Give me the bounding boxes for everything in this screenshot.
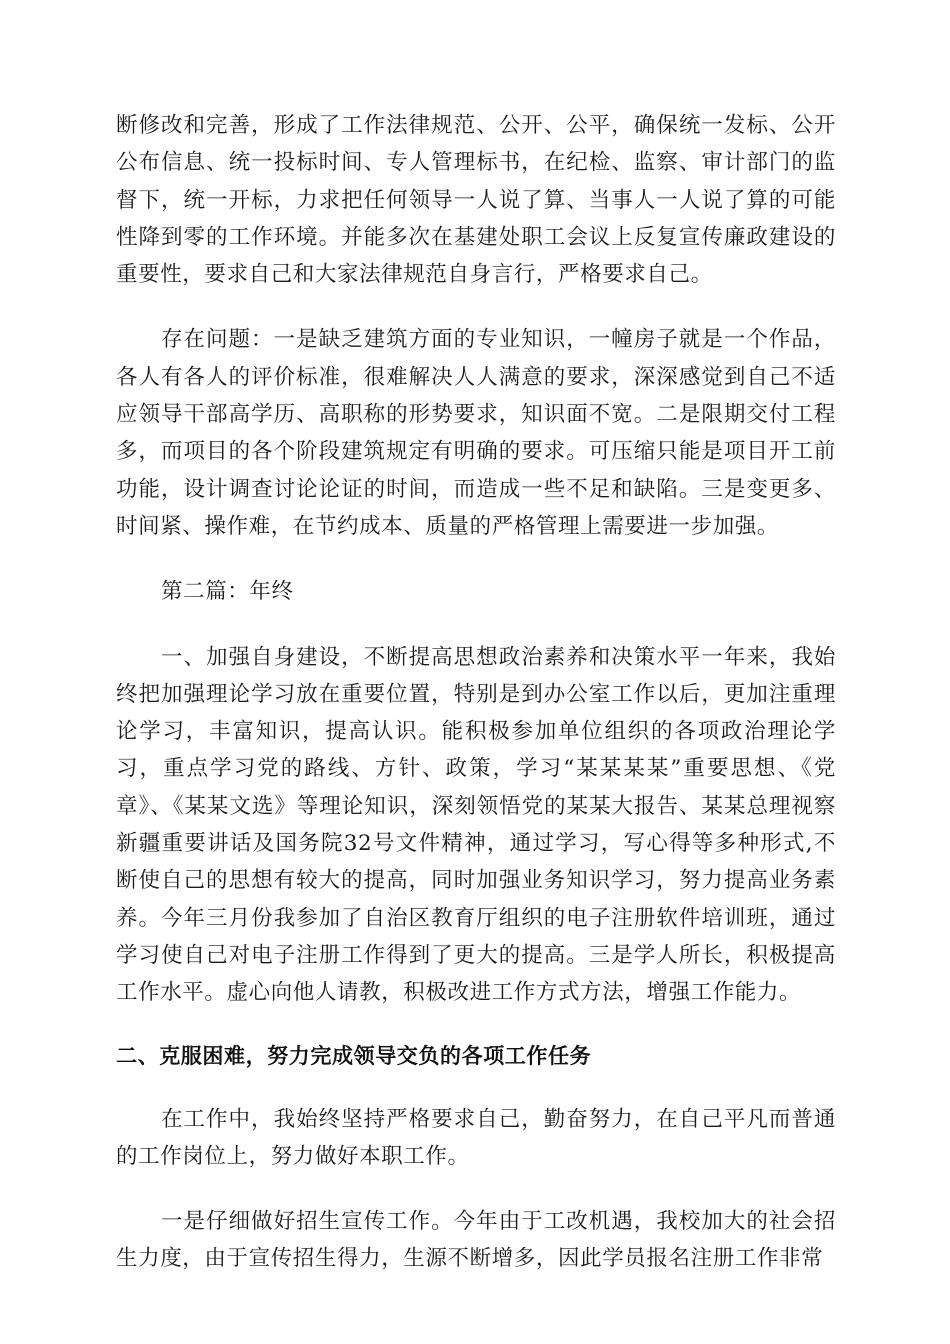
paragraph-spacer: [116, 293, 836, 321]
section-title: 第二篇：年终: [161, 579, 294, 605]
paragraph-spacer: [116, 611, 836, 639]
section-heading-2: 二、克服困难，努力完成领导交负的各项工作任务: [116, 1043, 592, 1068]
paragraph-problems: 存在问题：一是缺乏建筑方面的专业知识，一幢房子就是一个作品，各人有各人的评价标准，很难解决人人满意的要求，深深感觉到自己不适应领导干部高学历、高职称的形势要求，知识面不宽。二是限期交付工程多，而项目的各个阶段建筑规定有明确的要求。可压缩只能是项目开工前功能，设计调查讨论论证的时间，而造成一些不足和缺陷。三是变更多、时间紧、操作难，在节约成本、质量的严格管理上需要进一步加强。: [116, 327, 836, 539]
paragraph-spacer: [116, 1012, 836, 1038]
paragraph-1: 断修改和完善，形成了工作法律规范、公开、公平，确保统一发标、公开公布信息、统一投标时间、专人管理标书，在纪检、监察、审计部门的监督下，统一开标，力求把任何领导一人说了算、当事人一人说了算的可能性降到零的工作环境。并能多次在基建处职工会议上反复宣传廉政建设的重要性，要求自己和大家法律规范自身言行，严格要求自己。: [116, 113, 836, 288]
paragraph-spacer: [116, 1175, 836, 1203]
paragraph-work-attitude: 在工作中，我始终坚持严格要求自己，勤奋努力，在自己平凡而普通的工作岗位上，努力做好本职工作。: [116, 1106, 836, 1169]
paragraph-spacer: [116, 1075, 836, 1101]
document-body: [116, 107, 836, 1278]
paragraph-self-building: 一、加强自身建设，不断提高思想政治素养和决策水平一年来，我始终把加强理论学习放在重要位置，特别是到办公室工作以后，更加注重理论学习，丰富知识，提高认识。能积极参加单位组织的各项政治理论学习，重点学习党的路线、方针、政策，学习“某某某某”重要思想、《党章》、《某某文选》等理论知识，深刻领悟党的某某大报告、某某总理视察新疆重要讲话及国务院32号文件精神，通过学习，写心得等多种形式,不断使自己的思想有较大的提高，同时加强业务知识学习，努力提高业务素养。今年三月份我参加了自治区教育厅组织的电子注册软件培训班，通过学习使自己对电子注册工作得到了更大的提高。三是学人所长，积极提高工作水平。虚心向他人请教，积极改进工作方式方法，增强工作能力。: [116, 644, 836, 1006]
paragraph-spacer: [116, 545, 836, 573]
paragraph-enrollment: 一是仔细做好招生宣传工作。今年由于工改机遇，我校加大的社会招生力度，由于宣传招生得力，生源不断增多，因此学员报名注册工作非常: [116, 1209, 836, 1272]
